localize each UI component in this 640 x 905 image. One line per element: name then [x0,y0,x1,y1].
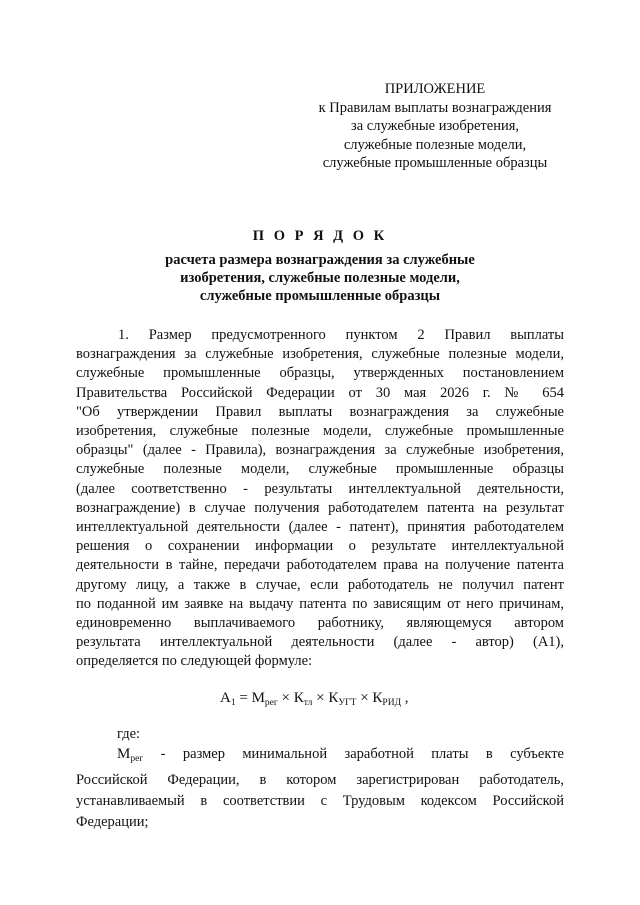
definition-symbol: М [117,746,131,762]
paragraph-line: интеллектуальной деятельности (далее - патент), принятия работодателем [76,519,564,536]
paragraph-line: результата интеллектуальной деятельности (далее - автор) (А1), [76,634,564,651]
formula-k3: К [372,690,383,706]
formula-m: М [251,690,265,706]
formula-lhs: А [220,690,231,706]
definition-symbol-subscript: рег [130,754,144,764]
paragraph-line: единовременно выплачиваемого работнику, являющемуся автором [76,615,564,632]
formula-lhs-subscript: 1 [230,698,236,708]
formula-equals: = [235,690,252,706]
formula-times: × [277,690,294,706]
paragraph-line: (далее соответственно - результаты интеллектуальной деятельности, [76,480,564,497]
paragraph-line: другому лицу, а также в случае, если работодатель не получил патент [76,576,564,593]
appendix-block [300,80,570,173]
paragraph-line: Правительства Российской Федерации от 30 мая 2026 г. № 654 [76,384,564,401]
formula-times: × [312,690,329,706]
formula-k2-subscript: УГТ [338,698,357,708]
subtitle-line: служебные промышленные образцы [199,288,441,304]
document-subtitle [60,251,580,305]
appendix-line: служебные промышленные образцы [322,155,548,171]
formula-k1-subscript: тл [303,698,313,708]
paragraph-line: деятельности в тайне, передачи работодателем права на получение патента [76,557,564,574]
definition-line: Российской Федерации, в котором зарегистрирован работодатель, [76,772,564,788]
paragraph-line: служебные полезные модели, служебные промышленные образцы [76,461,564,478]
formula-k1: К [293,690,304,706]
paragraph-line: вознаграждение) в случае получения работодателем патента на результат [76,499,564,516]
where-label: где: [117,726,141,742]
paragraph-line: "Об утверждении Правил выплаты вознаграждения за служебные [76,403,564,420]
formula-m-subscript: рег [264,698,278,708]
subtitle-line: изобретения, служебные полезные модели, [180,270,460,286]
paragraph-line: образцы" (далее - Правила), вознаграждения за служебные изобретения, [76,442,564,459]
definition-line [76,744,564,770]
paragraph-1 [76,326,564,672]
formula-k3-subscript: РИД [382,698,402,708]
formula [220,690,409,708]
definition-line: Федерации; [76,814,149,830]
appendix-line: служебные полезные модели, [343,136,527,153]
document-title: П О Р Я Д О К [252,228,388,244]
formula-k2: К [328,690,339,706]
appendix-line: за служебные изобретения, [350,118,520,134]
formula-end: , [401,690,409,706]
formula-times: × [356,690,373,706]
definition-mreg [76,744,564,833]
appendix-line: к Правилам выплаты вознаграждения [318,99,552,116]
paragraph-line: изобретения, служебные полезные модели, служебные промышленные [76,423,564,440]
definition-line: устанавливаемый в соответствии с Трудовым кодексом Российской [76,793,564,809]
appendix-line: ПРИЛОЖЕНИЕ [384,81,486,97]
subtitle-line: расчета размера вознаграждения за служебные [165,252,475,268]
paragraph-line: 1. Размер предусмотренного пунктом 2 Правил выплаты [118,327,564,343]
paragraph-line: вознаграждения за служебные изобретения, служебные полезные модели, [76,346,564,363]
paragraph-line: решения о сохранении информации о результате интеллектуальной [76,538,564,555]
paragraph-line: по поданной им заявке на выдачу патента по зависящим от него причинам, [76,595,564,612]
definition-text: - размер минимальной заработной платы в субъекте [143,746,564,762]
paragraph-line: определяется по следующей формуле: [76,653,313,670]
paragraph-line: служебные промышленные образцы, утвержденных постановлением [76,365,564,382]
